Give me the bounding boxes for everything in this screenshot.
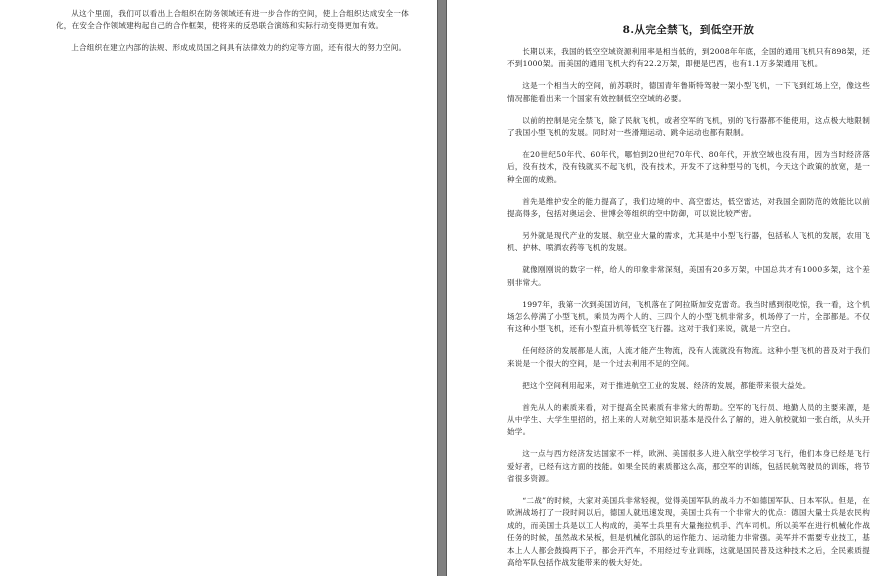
body-paragraph: 这一点与西方经济发达国家不一样，欧洲、美国很多人进入航空学校学习飞行，他们本身已经是飞行爱好者，已经有这方面的技能。如果全民的素质都这么高，那空军的训练，包括民航驾驶员的训练，将节省很多资源。 (507, 449, 870, 484)
left-page (0, 0, 437, 576)
body-paragraph: “二战”的时候，大家对美国兵非常轻视，觉得美国军队的战斗力不如德国军队、日本军队。但是，在欧洲战场打了一段时间以后，德国人就迅速发现，美国士兵有一个非常大的优点：德国大量士兵是农民构成的，而美国士兵是以工人构成的，美军士兵里有大量拖拉机手、汽车司机。所以美军在进行机械化作战任务的时候，虽然战术呆板，但是机械化部队的运作能力、运动能力非常强。美军并不需要专业技工，基本上人人都会鼓捣两下子，都会开汽车，不用经过专业训练，这就是国民普及这种技术之后，全民素质提高给军队包括作战发能带来的极大好处。 (507, 495, 870, 567)
section-title: 8.从完全禁飞，到低空开放 (622, 24, 755, 36)
body-paragraph: 在20世纪50年代、60年代，哪怕到20世纪70年代、80年代，开放空域也没有用，因为当时经济落后，没有技术，没有钱就买不起飞机，没有技术，开发不了这种型号的飞机，今天这个政策的放宽，是一种全面的成熟。 (507, 149, 870, 184)
page-edge (437, 0, 438, 576)
left-paragraph: 从这个里面，我们可以看出上合组织在防务领域还有进一步合作的空间，使上合组织达成安全一体化，在安全合作领域建构起自己的合作框架，使将来的反恐联合演练和实际行动变得更加有效。 (56, 9, 409, 31)
body-paragraph: 长期以来，我国的低空空域资源利用率是相当低的，到2008年年底，全国的通用飞机只有898架，还不到1000架。而美国的通用飞机大约有22.2万架，即便是巴西，也有1.1万多架通用飞机。 (507, 47, 870, 69)
body-paragraph: 首先从人的素质来看，对于提高全民素质有非常大的帮助。空军的飞行员、地勤人员的主要来源，是从中学生、大学生里招的，招上来的人对航空知识基本是没什么了解的，进入航校就如一张白纸，从头开始学。 (507, 402, 870, 437)
body-paragraph: 这是一个相当大的空间，前苏联时，德国青年鲁斯特驾驶一架小型飞机，一下飞到红场上空，像这些情况都能看出来一个国家有效控制低空空域的必要。 (507, 81, 870, 103)
body-paragraph: 以前的控制是完全禁飞，除了民航飞机，或者空军的飞机，别的飞行器都不能使用，这点极大地限制了我国小型飞机的发展。同时对一些滑翔运动、跳伞运动也都有限制。 (507, 115, 870, 138)
body-paragraph: 就像刚刚说的数字一样，给人的印象非常深刻，美国有20多万架，中国总共才有1000多架，这个差别非常大。 (507, 265, 870, 287)
right-page (447, 0, 892, 576)
body-paragraph: 1997年，我第一次到美国访问，飞机落在了阿拉斯加安克雷奇。我当时感到很吃惊，我一看，这个机场怎么停满了小型飞机，乘员为两个人的、三四个人的小型飞机非常多，机场停了一片，全部都是。不仅有这种小型飞机，还有小型直升机等低空飞行器。这对于我们来说，就是一片空白。 (507, 299, 870, 334)
body-paragraph: 把这个空间利用起来，对于推进航空工业的发展、经济的发展，都能带来很大益处。 (522, 380, 811, 390)
body-paragraph: 任何经济的发展都是人流，人流才能产生物流，没有人流就没有物流。这种小型飞机的普及对于我们来说是一个很大的空间，是一个过去利用不足的空间。 (507, 346, 870, 368)
left-paragraph: 上合组织在建立内部的法规、形成成员国之间具有法律效力的约定等方面，还有很大的努力空间。 (71, 43, 407, 53)
body-paragraph: 另外就是现代产业的发展、航空业大量的需求，尤其是中小型飞行器，包括私人飞机的发展，农用飞机、护林、喷洒农药等飞机的发展。 (507, 230, 870, 253)
body-paragraph: 首先是维护安全的能力提高了，我们边境的中、高空雷达，低空雷达，对我国全面防范的效能比以前提高得多，包括对奥运会、世博会等组织的空中防御，可以说比较严密。 (507, 196, 870, 219)
